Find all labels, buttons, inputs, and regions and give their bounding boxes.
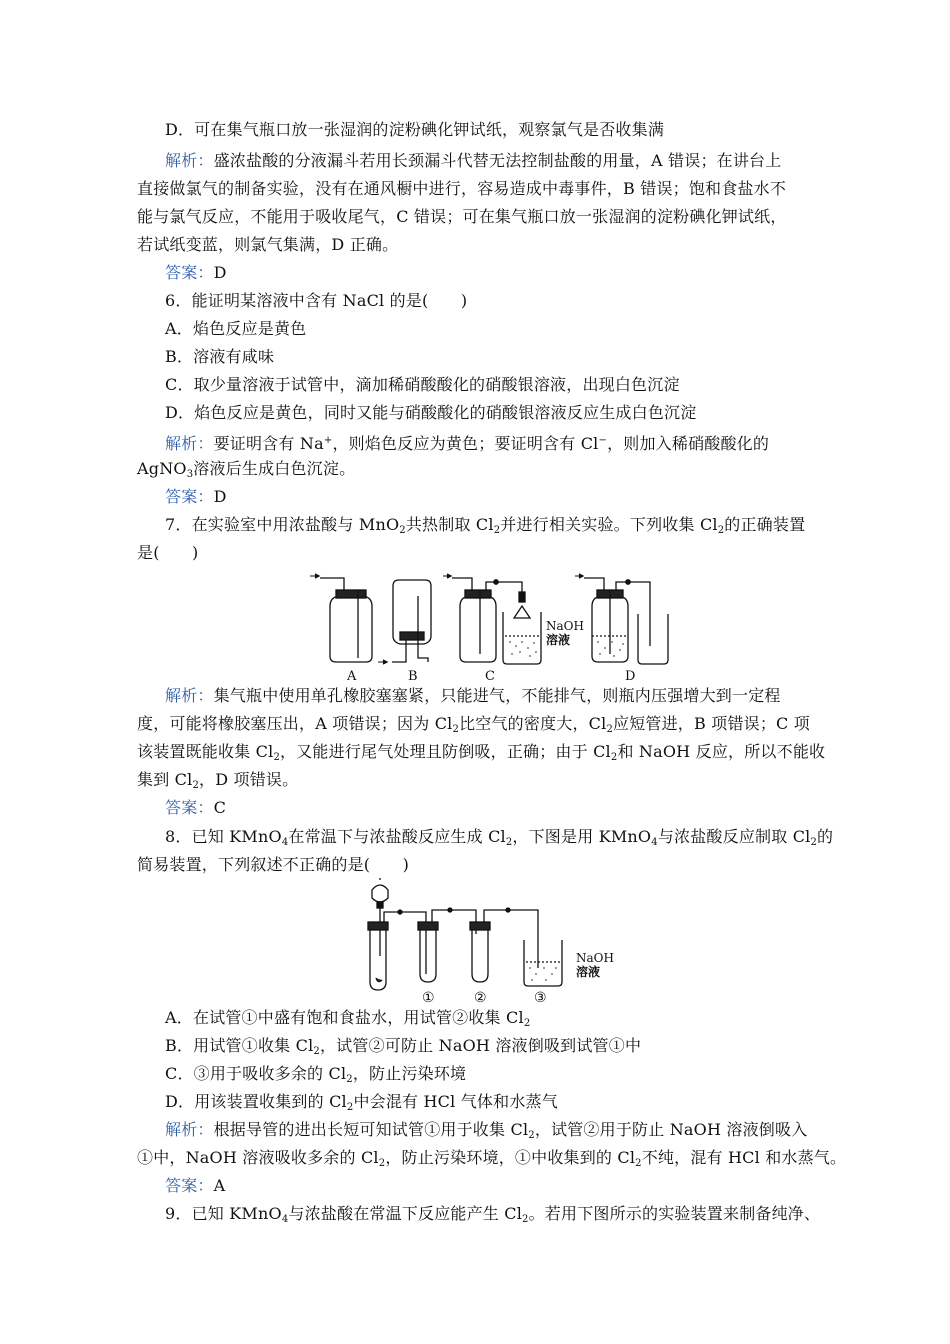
answer-value: D bbox=[213, 263, 227, 282]
answer-label: 答案： bbox=[165, 798, 214, 817]
answer-label: 答案： bbox=[165, 1176, 214, 1195]
subscript: 2 bbox=[273, 752, 281, 763]
analysis-text: 集气瓶中使用单孔橡胶塞塞紧，只能进气，不能排气，则瓶内压强增大到一定程 bbox=[213, 686, 781, 705]
subscript: 2 bbox=[493, 525, 501, 536]
analysis-text: 不纯，混有 HCl 和水蒸气。 bbox=[641, 1148, 847, 1167]
q8-analysis-line-2 bbox=[137, 1148, 846, 1174]
test-tube-2 bbox=[470, 908, 538, 982]
analysis-label: 解析： bbox=[165, 151, 214, 170]
analysis-label: 解析： bbox=[165, 1120, 214, 1139]
analysis-text: 集到 Cl bbox=[137, 770, 193, 789]
q7-stem-line-1 bbox=[165, 515, 805, 541]
q6-option-a: A．焰色反应是黄色 bbox=[165, 319, 307, 338]
q7-answer bbox=[165, 798, 226, 818]
bottle-d bbox=[575, 574, 668, 664]
q5-analysis-line-4: 若试纸变蓝，则氯气集满，D 正确。 bbox=[137, 235, 399, 254]
analysis-text: 溶液后生成白色沉淀。 bbox=[193, 459, 356, 478]
tube-label-3: ③ bbox=[534, 990, 547, 1004]
q6-option-d: D．焰色反应是黄色，同时又能与硝酸酸化的硝酸银溶液反应生成白色沉淀 bbox=[165, 403, 697, 422]
q7-analysis-line-2 bbox=[137, 714, 810, 740]
beaker-3 bbox=[524, 940, 562, 986]
fig-label-b: B bbox=[408, 669, 418, 684]
subscript: 2 bbox=[378, 1158, 386, 1169]
q6-stem: 6．能证明某溶液中含有 NaCl 的是( ) bbox=[165, 291, 468, 310]
fig-label-a: A bbox=[347, 669, 357, 684]
answer-value: A bbox=[213, 1176, 226, 1195]
analysis-text: 该装置既能收集 Cl bbox=[137, 742, 274, 761]
bottle-a bbox=[310, 574, 372, 662]
q8-option-a bbox=[165, 1008, 530, 1034]
stem-text: 的正确装置 bbox=[724, 515, 806, 534]
q8-option-c bbox=[165, 1064, 466, 1090]
superscript: + bbox=[323, 435, 333, 446]
subscript: 4 bbox=[281, 837, 289, 848]
subscript: 2 bbox=[313, 1046, 320, 1057]
superscript: − bbox=[598, 435, 608, 446]
stem-text: 的 bbox=[817, 827, 834, 846]
stem-text: 并进行相关实验。下列收集 Cl bbox=[500, 515, 718, 534]
subscript: 2 bbox=[505, 837, 513, 848]
q8-apparatus-figure bbox=[358, 878, 618, 1004]
subscript: 4 bbox=[281, 1214, 289, 1225]
q7-stem-line-2: 是( ) bbox=[137, 543, 199, 562]
option-text: ，试管②可防止 NaOH 溶液倒吸到试管①中 bbox=[319, 1036, 642, 1055]
q6-analysis-line-1 bbox=[165, 431, 769, 454]
tube-label-2: ② bbox=[474, 990, 487, 1004]
answer-label: 答案： bbox=[165, 487, 214, 506]
subscript: 2 bbox=[192, 780, 200, 791]
subscript: 2 bbox=[399, 525, 406, 536]
analysis-label: 解析： bbox=[165, 686, 214, 705]
analysis-text: 要证明含有 Na bbox=[213, 434, 324, 453]
stem-text: 与浓盐酸在常温下反应能产生 Cl bbox=[288, 1204, 523, 1223]
option-text: A．在试管①中盛有饱和食盐水，用试管②收集 Cl bbox=[165, 1008, 524, 1027]
q5-analysis-line-1 bbox=[165, 151, 781, 171]
q6-analysis-line-2 bbox=[137, 459, 355, 485]
q5-answer bbox=[165, 263, 227, 283]
solution-label: 溶液 bbox=[576, 965, 601, 979]
subscript: 2 bbox=[810, 837, 818, 848]
q5-option-d: D．可在集气瓶口放一张湿润的淀粉碘化钾试纸，观察氯气是否收集满 bbox=[165, 120, 665, 139]
analysis-text: ，试管②用于防止 NaOH 溶液倒吸入 bbox=[534, 1120, 808, 1139]
subscript: 2 bbox=[452, 724, 460, 735]
option-text: D．用该装置收集到的 Cl bbox=[165, 1092, 347, 1111]
analysis-text: 度，可能将橡胶塞压出，A 项错误；因为 Cl bbox=[137, 714, 453, 733]
subscript: 4 bbox=[651, 837, 658, 848]
bottle-b bbox=[378, 580, 431, 664]
answer-value: C bbox=[213, 798, 227, 817]
analysis-text: ，则加入稀硝酸酸化的 bbox=[607, 434, 770, 453]
q5-analysis-line-3: 能与氯气反应，不能用于吸收尾气，C 错误；可在集气瓶口放一张湿润的淀粉碘化钾试纸， bbox=[137, 207, 787, 226]
analysis-text: 比空气的密度大，Cl bbox=[459, 714, 607, 733]
stem-text: 与浓盐酸反应制取 Cl bbox=[657, 827, 811, 846]
stem-text: 7．在实验室中用浓盐酸与 MnO bbox=[165, 515, 400, 534]
analysis-text: AgNO bbox=[137, 459, 187, 478]
funnel-and-reaction-tube bbox=[368, 878, 418, 990]
q8-analysis-line-1 bbox=[165, 1120, 807, 1146]
fig-label-d: D bbox=[625, 669, 636, 684]
analysis-text: ，又能进行尾气处理且防倒吸，正确；由于 Cl bbox=[280, 742, 611, 761]
stem-text: 8．已知 KMnO bbox=[165, 827, 282, 846]
beaker-liquid-dots bbox=[529, 967, 557, 981]
q7-analysis-line-1 bbox=[165, 686, 781, 706]
q8-option-d bbox=[165, 1092, 558, 1118]
subscript: 2 bbox=[346, 1102, 354, 1113]
subscript: 2 bbox=[606, 724, 613, 735]
subscript: 2 bbox=[717, 525, 725, 536]
fig-label-c: C bbox=[485, 669, 495, 684]
subscript: 2 bbox=[635, 1158, 642, 1169]
subscript: 2 bbox=[346, 1074, 353, 1085]
q7-apparatus-figure bbox=[300, 566, 680, 686]
analysis-text: 和 NaOH 反应，所以不能收 bbox=[617, 742, 826, 761]
subscript: 3 bbox=[186, 469, 194, 480]
analysis-text: ，D 项错误。 bbox=[199, 770, 299, 789]
q6-option-b: B．溶液有咸味 bbox=[165, 347, 275, 366]
subscript: 2 bbox=[610, 752, 618, 763]
q8-option-b bbox=[165, 1036, 641, 1062]
option-text: ，防止污染环境 bbox=[352, 1064, 467, 1083]
analysis-label: 解析： bbox=[165, 434, 214, 453]
stem-text: 。若用下图所示的实验装置来制备纯净、 bbox=[528, 1204, 821, 1223]
subscript: 2 bbox=[528, 1130, 535, 1141]
test-tube-1 bbox=[398, 908, 470, 982]
c-liquid-dots bbox=[509, 641, 537, 657]
analysis-text: 根据导管的进出长短可知试管①用于收集 Cl bbox=[213, 1120, 529, 1139]
answer-label: 答案： bbox=[165, 263, 214, 282]
solution-label: 溶液 bbox=[546, 633, 571, 647]
analysis-text: 盛浓盐酸的分液漏斗若用长颈漏斗代替无法控制盐酸的用量，A 错误；在讲台上 bbox=[213, 151, 782, 170]
analysis-text: ①中，NaOH 溶液吸收多余的 Cl bbox=[137, 1148, 379, 1167]
tube-label-1: ① bbox=[422, 990, 435, 1004]
naoh-label: NaOH bbox=[546, 619, 584, 633]
stem-text: ，下图是用 KMnO bbox=[512, 827, 652, 846]
q6-option-c: C．取少量溶液于试管中，滴加稀硝酸酸化的硝酸银溶液，出现白色沉淀 bbox=[165, 375, 680, 394]
subscript: 2 bbox=[523, 1018, 531, 1029]
answer-value: D bbox=[213, 487, 227, 506]
q8-stem-line-1 bbox=[165, 827, 833, 853]
naoh-label: NaOH bbox=[576, 951, 614, 965]
analysis-text: ，防止污染环境，①中收集到的 Cl bbox=[385, 1148, 636, 1167]
option-text: C．③用于吸收多余的 Cl bbox=[165, 1064, 347, 1083]
q7-analysis-line-3 bbox=[137, 742, 825, 768]
q6-answer bbox=[165, 487, 227, 507]
q7-analysis-line-4 bbox=[137, 770, 298, 796]
bottle-c bbox=[443, 574, 541, 664]
q8-answer bbox=[165, 1176, 225, 1196]
subscript: 2 bbox=[522, 1214, 529, 1225]
stem-text: 共热制取 Cl bbox=[405, 515, 494, 534]
analysis-text: ，则焰色反应为黄色；要证明含有 Cl bbox=[332, 434, 599, 453]
option-text: B．用试管①收集 Cl bbox=[165, 1036, 314, 1055]
analysis-text: 应短管进，B 项错误；C 项 bbox=[613, 714, 810, 733]
option-text: 中会混有 HCl 气体和水蒸气 bbox=[353, 1092, 558, 1111]
q9-stem-line-1 bbox=[165, 1204, 820, 1230]
q8-stem-line-2: 简易装置，下列叙述不正确的是( ) bbox=[137, 855, 410, 874]
stem-text: 9．已知 KMnO bbox=[165, 1204, 282, 1223]
q5-analysis-line-2: 直接做氯气的制备实验，没有在通风橱中进行，容易造成中毒事件，B 错误；饱和食盐水不 bbox=[137, 179, 787, 198]
stem-text: 在常温下与浓盐酸反应生成 Cl bbox=[288, 827, 506, 846]
